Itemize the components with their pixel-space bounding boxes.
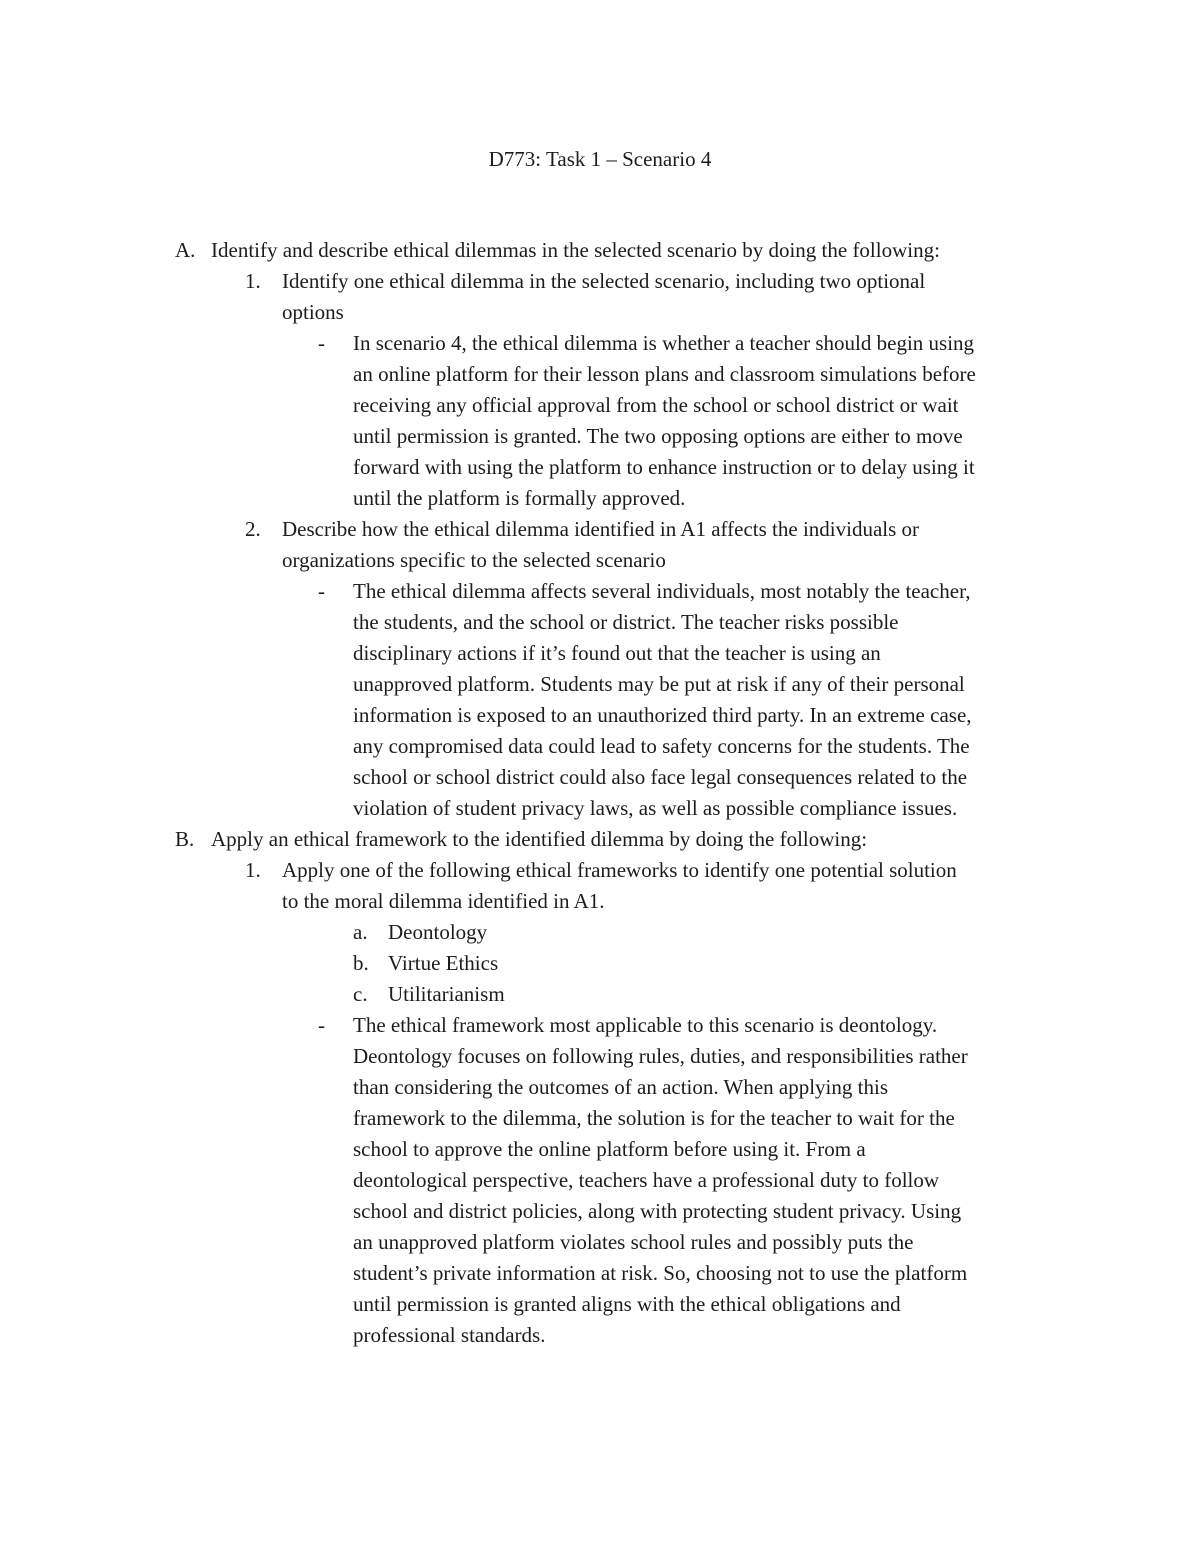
item-b1-line: Apply one of the following ethical frameworks to identify one potential solution — [282, 858, 957, 882]
answer-b1-line: until permission is granted aligns with the ethical obligations and — [353, 1292, 901, 1316]
answer-a2-line: school or school district could also face legal consequences related to the — [353, 765, 968, 789]
item-a2-marker: 2. — [245, 517, 261, 541]
answer-b1-line: Deontology focuses on following rules, duties, and responsibilities rather — [353, 1044, 968, 1068]
option-marker: c. — [353, 982, 368, 1006]
answer-a2-line: disciplinary actions if it’s found out that the teacher is using an — [353, 641, 881, 665]
answer-b1-line: than considering the outcomes of an action. When applying this — [353, 1075, 888, 1099]
answer-b1-line: professional standards. — [353, 1323, 546, 1347]
item-a2-line: Describe how the ethical dilemma identified in A1 affects the individuals or — [282, 517, 920, 541]
answer-b1-line: school to approve the online platform before using it. From a — [353, 1137, 866, 1161]
item-a1-line: Identify one ethical dilemma in the selected scenario, including two optional — [282, 269, 926, 293]
answer-a1-line: In scenario 4, the ethical dilemma is whether a teacher should begin using — [353, 331, 975, 355]
option-marker: a. — [353, 920, 368, 944]
answer-a1-bullet: - — [318, 331, 325, 355]
item-a1-line: options — [282, 300, 344, 324]
answer-b1-line: deontological perspective, teachers have a professional duty to follow — [353, 1168, 940, 1192]
answer-a2-bullet: - — [318, 579, 325, 603]
answer-a1-line: forward with using the platform to enhance instruction or to delay using it — [353, 455, 975, 479]
answer-a1-line: an online platform for their lesson plans and classroom simulations before — [353, 362, 976, 386]
answer-b1-line: framework to the dilemma, the solution is for the teacher to wait for the — [353, 1106, 955, 1130]
option-marker: b. — [353, 951, 369, 975]
section-a-heading: Identify and describe ethical dilemmas in the selected scenario by doing the following: — [211, 238, 940, 262]
answer-a2-line: The ethical dilemma affects several individuals, most notably the teacher, — [353, 579, 971, 603]
item-b1-line: to the moral dilemma identified in A1. — [282, 889, 605, 913]
item-b1-marker: 1. — [245, 858, 261, 882]
answer-b1-line: school and district policies, along with protecting student privacy. Using — [353, 1199, 962, 1223]
option-virtue-ethics: Virtue Ethics — [388, 951, 499, 975]
answer-a1-line: until permission is granted. The two opposing options are either to move — [353, 424, 963, 448]
answer-a2-line: the students, and the school or district. The teacher risks possible — [353, 610, 899, 634]
answer-a2-line: unapproved platform. Students may be put at risk if any of their personal — [353, 672, 965, 696]
answer-a2-line: any compromised data could lead to safety concerns for the students. The — [353, 734, 970, 758]
document-title: D773: Task 1 – Scenario 4 — [488, 147, 712, 171]
answer-b1-bullet: - — [318, 1013, 325, 1037]
answer-b1-line: student’s private information at risk. So, choosing not to use the platform — [353, 1261, 968, 1285]
option-deontology: Deontology — [388, 920, 488, 944]
answer-a2-line: information is exposed to an unauthorized third party. In an extreme case, — [353, 703, 972, 727]
section-b-heading: Apply an ethical framework to the identified dilemma by doing the following: — [211, 827, 868, 851]
option-utilitarianism: Utilitarianism — [388, 982, 505, 1006]
section-b-marker: B. — [175, 827, 195, 851]
item-a1-marker: 1. — [245, 269, 261, 293]
item-a2-line: organizations specific to the selected scenario — [282, 548, 666, 572]
answer-a2-line: violation of student privacy laws, as well as possible compliance issues. — [353, 796, 958, 820]
answer-a1-line: until the platform is formally approved. — [353, 486, 686, 510]
answer-b1-line: an unapproved platform violates school rules and possibly puts the — [353, 1230, 914, 1254]
answer-b1-line: The ethical framework most applicable to this scenario is deontology. — [353, 1013, 938, 1037]
answer-a1-line: receiving any official approval from the school or school district or wait — [353, 393, 959, 417]
section-a-marker: A. — [175, 238, 196, 262]
